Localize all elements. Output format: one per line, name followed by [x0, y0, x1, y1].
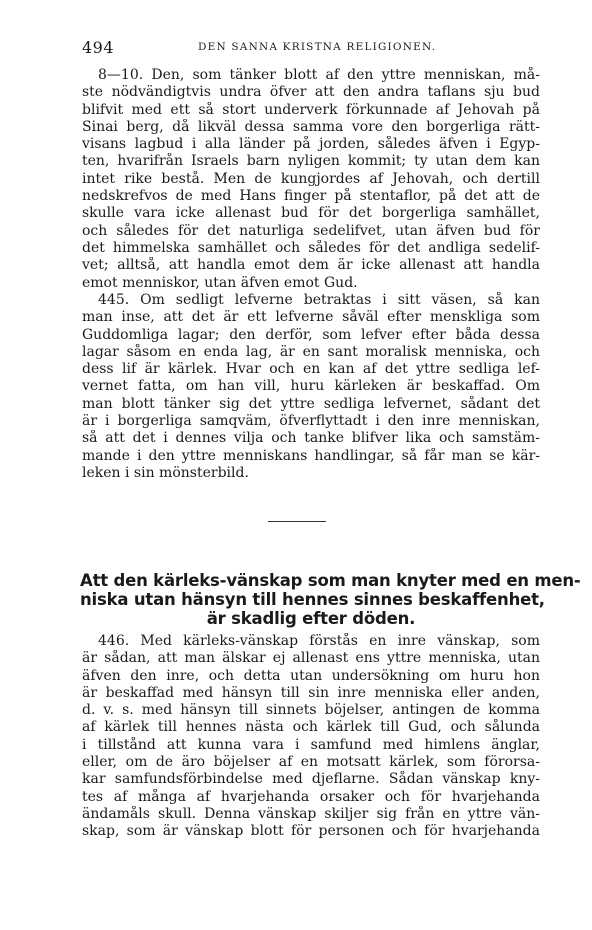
text-line: är i borgerliga samqväm, öfverflyttadt i den inre menniskan,	[82, 413, 540, 430]
text-line: blifvit med ett så stort underverk förkunnade af Jehovah på	[82, 101, 540, 118]
text-line: intet rike bestå. Men de kungjordes af Jehovah, och dertill	[82, 170, 540, 187]
section-heading	[80, 571, 581, 628]
text-line: eller, om de äro böjelser af en motsatt kärlek, som förorsa-	[82, 754, 540, 771]
paragraph-446	[82, 633, 540, 841]
text-line: d. v. s. med hänsyn till sinnets böjelser, antingen de komma	[82, 702, 540, 719]
text-line: och således för det naturliga sedelifvet, utan äfven bud för	[82, 222, 540, 239]
heading-line: niska utan hänsyn till hennes sinnes beskaffenhet,	[80, 590, 545, 609]
page-number: 494	[82, 38, 115, 57]
text-line: är beskaffad med hänsyn till sin inre menniska eller anden,	[82, 684, 540, 701]
paragraph-445	[82, 292, 540, 482]
heading-line: är skadlig efter döden.	[206, 609, 416, 628]
paragraph-444-continuation	[82, 67, 540, 292]
text-line: ste nödvändigtvis undra öfver att den andra taflans sju bud	[82, 84, 540, 101]
text-line: det himmelska samhället och således för det andliga sedelif-	[82, 239, 540, 256]
text-line: så att det i dennes vilja och tanke blifver lika och samstäm-	[82, 430, 540, 447]
text-line: man blott tänker sig det yttre sedliga lefvernet, sådant det	[82, 395, 540, 412]
text-line: 8—10. Den, som tänker blott af den yttre menniskan, må-	[98, 67, 540, 83]
text-line: leken i sin mönsterbild.	[82, 464, 249, 481]
text-line: Sinai berg, då likväl dessa samma vore den borgerliga rätt-	[82, 118, 540, 135]
text-line: vernet fatta, om han vill, huru kärleken är beskaffad. Om	[82, 378, 540, 395]
text-line: äfven den inre, och detta utan undersökning om huru hon	[82, 667, 540, 684]
text-line: vet; alltså, att handla emot dem är icke allenast att handla	[82, 257, 540, 274]
text-line: tes af många af hvarjehanda orsaker och för hvarjehanda	[82, 788, 540, 805]
text-line: i tillstånd att kunna vara i samfund med himlens änglar,	[82, 736, 540, 753]
text-line: dess lif är kärlek. Hvar och en kan af det yttre sedliga lef-	[82, 361, 540, 378]
text-line: af kärlek till hennes nästa och kärlek till Gud, och sålunda	[82, 719, 540, 736]
running-title: DEN SANNA KRISTNA RELIGIONEN.	[198, 41, 437, 53]
text-line: ten, hvarifrån Israels barn nyligen kommit; ty utan dem kan	[82, 153, 540, 170]
text-line: ändamåls skull. Denna vänskap skiljer sig från en yttre vän-	[82, 805, 540, 822]
text-line: mande i den yttre menniskans handlingar, så får man se kär-	[82, 447, 540, 464]
text-line: man inse, att det är ett lefverne såväl efter menskliga som	[82, 309, 540, 326]
text-line: skap, som är vänskap blott för personen och för hvarjehanda	[82, 823, 540, 840]
text-line: visans lagbud i alla länder på jorden, således äfven i Egyp-	[82, 136, 540, 153]
text-line: skulle vara icke allenast bud för det borgerliga samhället,	[82, 205, 540, 222]
running-header	[82, 38, 538, 58]
text-line: Guddomliga lagar; den derför, som lefver efter båda dessa	[82, 326, 540, 343]
text-line: lagar såsom en enda lag, är en sant moralisk menniska, och	[82, 343, 540, 360]
heading-line: Att den kärleks-vänskap som man knyter med en men-	[80, 571, 581, 590]
section-divider	[268, 521, 326, 522]
text-line: 446. Med kärleks-vänskap förstås en inre vänskap, som	[98, 633, 540, 649]
text-line: emot menniskor, utan äfven emot Gud.	[82, 274, 358, 291]
text-line: kar samfundsförbindelse med djeflarne. Sådan vänskap kny-	[82, 771, 540, 788]
text-line: nedskrefvos de med Hans finger på stentaflor, på det att de	[82, 188, 540, 205]
text-line: är sådan, att man älskar ej allenast ens yttre menniska, utan	[82, 650, 540, 667]
text-line: 445. Om sedligt lefverne betraktas i sitt väsen, så kan	[98, 292, 540, 308]
